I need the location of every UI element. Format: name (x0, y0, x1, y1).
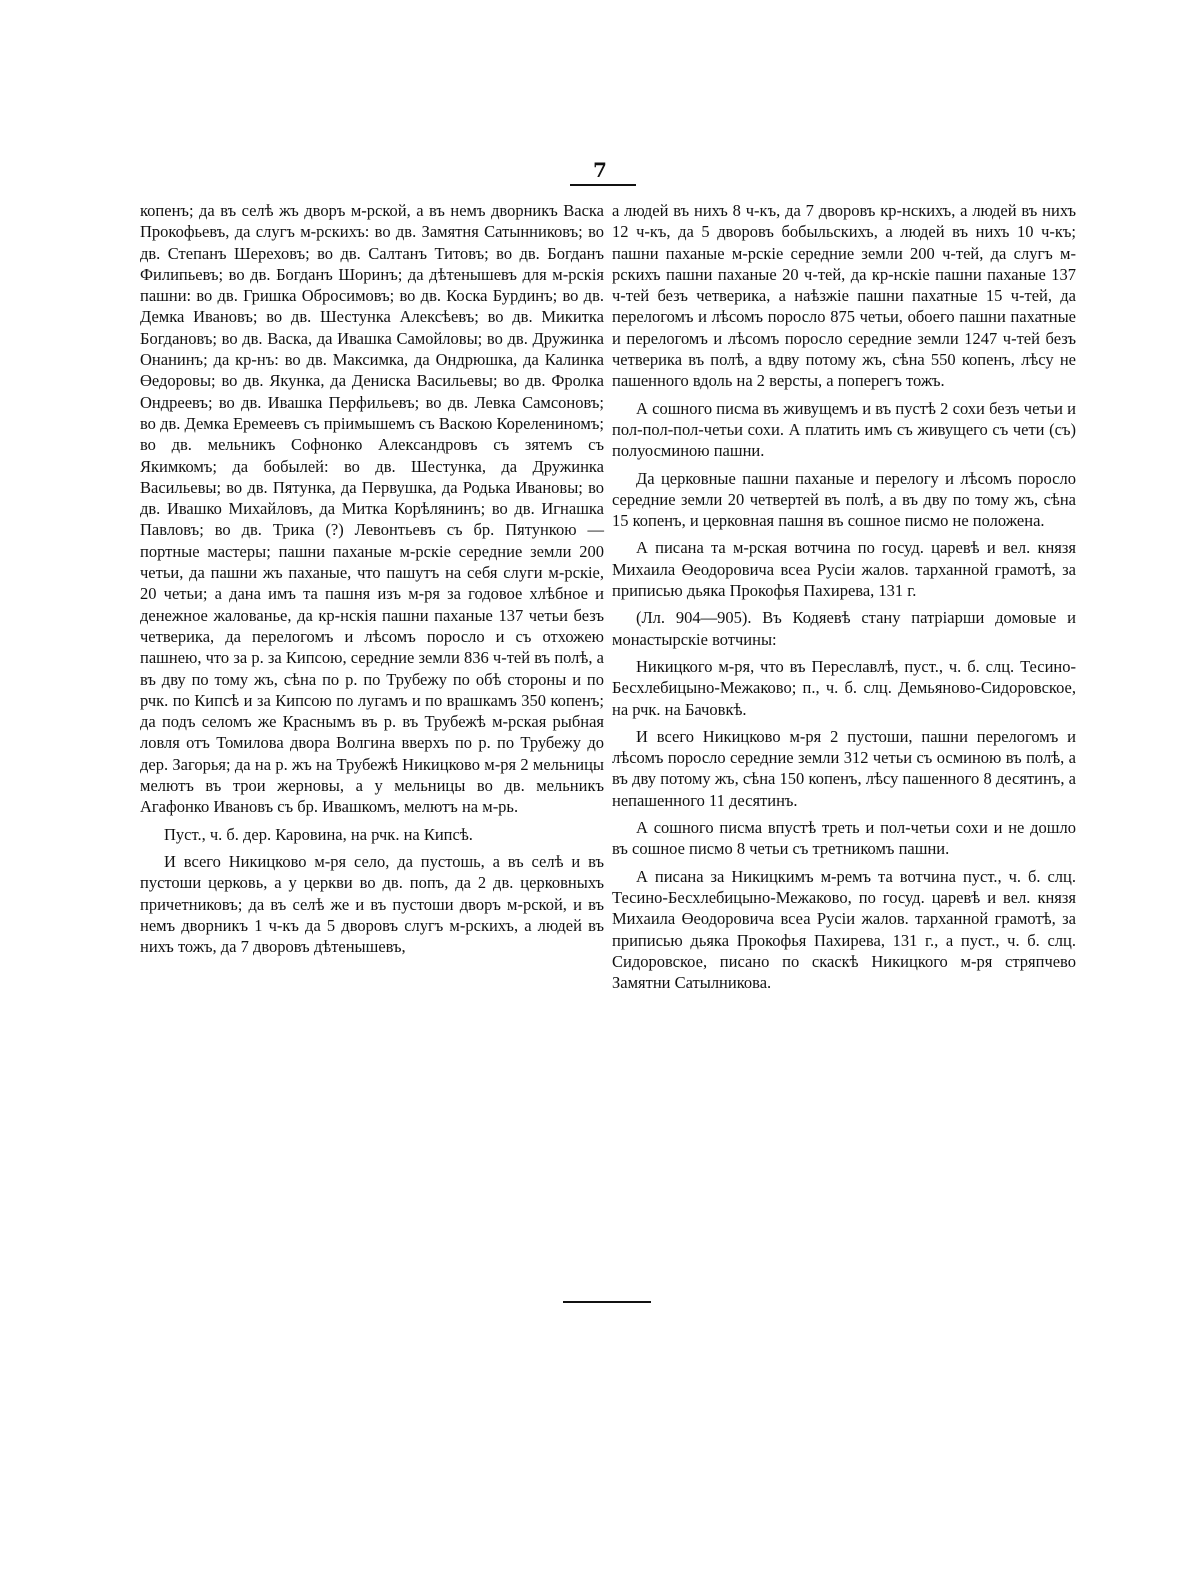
right-paragraph-2: А сошного писма въ живущемъ и въ пустѣ 2 сохи безъ четьи и пол-пол-пол-четьи сохи. А платить имъ съ живущего съ чети (съ) полуосминою пашни. (612, 398, 1076, 461)
right-paragraph-5: (Лл. 904—905). Въ Кодяевѣ стану патріарши домовые и монастырскіе вотчины: (612, 608, 1076, 649)
left-paragraph-2: Пуст., ч. б. дер. Каровина, на рчк. на Кипсѣ. (164, 824, 473, 844)
right-paragraph-8: А сошного писма впустѣ треть и пол-четьи сохи и не дошло въ сошное писмо 8 четьи съ третникомъ пашни. (612, 818, 1076, 859)
page-number: 7 (593, 158, 607, 182)
left-column (140, 200, 604, 963)
end-rule (563, 1301, 651, 1303)
right-paragraph-4: А писана та м-рская вотчина по госуд. царевѣ и вел. князя Михаила Өеодоровича всеа Русіи жалов. тарханной грамотѣ, за приписью дьяка Прокофья Пахирева, 131 г. (612, 538, 1076, 601)
left-paragraph-3: И всего Никицково м-ря село, да пустошь, а въ селѣ и въ пустоши церковь, а у церкви во дв. попъ, да 2 дв. церковныхъ причетниковъ; да въ селѣ же и въ пустоши дворъ м-рской, и въ немъ дворникъ 1 ч-къ да 5 дворовъ слугъ м-рскихъ, а людей въ нихъ тожъ, да 7 дворовъ дѣтенышевъ, (140, 851, 604, 957)
page-number-rule (570, 184, 636, 186)
right-paragraph-7: И всего Никицково м-ря 2 пустоши, пашни перелогомъ и лѣсомъ поросло середние земли 312 четьи съ осминою въ полѣ, а въ дву потому жъ, сѣна 150 копенъ, лѣсу пашенного 8 десятинъ, а непашенного 11 десятинъ. (612, 726, 1076, 810)
right-paragraph-6: Никицкого м-ря, что въ Переславлѣ, пуст., ч. б. слц. Тесино-Бесхлебицыно-Межаково; п., ч. б. слц. Демьяново-Сидоровское, на рчк. на Бачовкѣ. (612, 656, 1076, 719)
right-paragraph-9: А писана за Никицкимъ м-ремъ та вотчина пуст., ч. б. слц. Тесино-Бесхлебицыно-Межаково, по госуд. царевѣ и вел. князя Михаила Өеодоровича всеа Русіи жалов. тарханной грамотѣ, за приписью дьяка Прокофья Пахирева, 131 г., а пуст., ч. б. слц. Сидоровское, писано по скаскѣ Никицкого м-ря стряпчево Замятни Сатылникова. (612, 866, 1076, 993)
right-paragraph-1: а людей въ нихъ 8 ч-къ, да 7 дворовъ кр-нскихъ, а людей въ нихъ 12 ч-къ, да 5 дворовъ бобыльскихъ, а людей въ нихъ 10 ч-къ; пашни паханые м-рскіе середние земли 200 ч-тей, да слугъ м-рскихъ пашни паханые 20 ч-тей, да кр-нскіе пашни паханые 137 ч-тей безъ четверика, а наѣзжіе пашни пахатные 15 ч-тей, да перелогомъ и лѣсомъ поросло 875 четьи, обоего пашни пахатные и перелогомъ и лѣсомъ поросло середние земли 1247 ч-тей безъ четверика въ полѣ, а вдву потому жъ, сѣна 550 копенъ, лѣсу не пашенного вдоль на 2 версты, а поперегъ тожъ. (612, 201, 1076, 391)
left-paragraph-1: копенъ; да въ селѣ жъ дворъ м-рской, а въ немъ дворникъ Васка Прокофьевъ, да слугъ м-рскихъ: во дв. Замятня Сатынниковъ; во дв. Степанъ Шереховъ; во дв. Салтанъ Титовъ; во дв. Богданъ Филипьевъ; во дв. Богданъ Шоринъ; да дѣтенышевъ для м-рскія пашни: во дв. Гришка Обросимовъ; во дв. Коска Бурдинъ; во дв. Демка Ивановъ; во дв. Шестунка Алексѣевъ; во дв. Микитка Богдановъ; во дв. Васка, да Ивашка Самойловы; во дв. Дружинка Онанинъ; да кр-нъ: во дв. Максимка, да Ондрюшка, да Калинка Өедоровы; во дв. Якунка, да Дениска Васильевы; во дв. Фролка Ондреевъ; во дв. Ивашка Перфильевъ; во дв. Левка Самсоновъ; во дв. Демка Еремеевъ съ пріимышемъ съ Васкою Корелениномъ; во дв. мельникъ Софнонко Александровъ съ зятемъ съ Якимкомъ; да бобылей: во дв. Шестунка, да Дружинка Васильевы; во дв. Пятунка, да Первушка, да Родька Ивановы; во дв. Ивашко Михайловъ, да Митка Корѣлянинъ; во дв. Игнашка Павловъ; во дв. Трика (?) Левонтьевъ съ бр. Пятункою — портные мастеры; пашни паханые м-рскіе середние земли 200 четьи, да пашни жъ паханые, что пашутъ на себя слуги м-рскіе, 20 четьи; а дана имъ та пашня изъ м-ря за годовое хлѣбное и денежное жалованье, да кр-нскія пашни паханые 137 четьи безъ четверика, да перелогомъ и лѣсомъ поросло и съ отхожею пашнею, что за р. за Кипсою, середние земли 836 ч-тей въ полѣ, а въ дву по тому жъ, сѣна по р. по Трубежу по обѣ стороны и по рчк. по Кипсѣ и за Кипсою по лугамъ и по врашкамъ 350 копенъ; да подъ селомъ же Краснымъ въ р. въ Трубежѣ м-рская рыбная ловля отъ Томилова двора Волгина вверхъ по р. по Трубежу до дер. Загорья; да на р. жъ на Трубежѣ Никицково м-ря 2 мельницы мелютъ въ трои жерновы, а у мельницы во дв. мельникъ Агафонко Ивановъ съ бр. Ивашкомъ, мелютъ на м-рь. (140, 201, 604, 817)
right-paragraph-3: Да церковные пашни паханые и перелогу и лѣсомъ поросло середние земли 20 четвертей въ полѣ, а въ дву по тому жъ, сѣна 15 копенъ, и церковная пашня въ сошное писмо не положена. (612, 468, 1076, 531)
right-column (612, 200, 1076, 999)
